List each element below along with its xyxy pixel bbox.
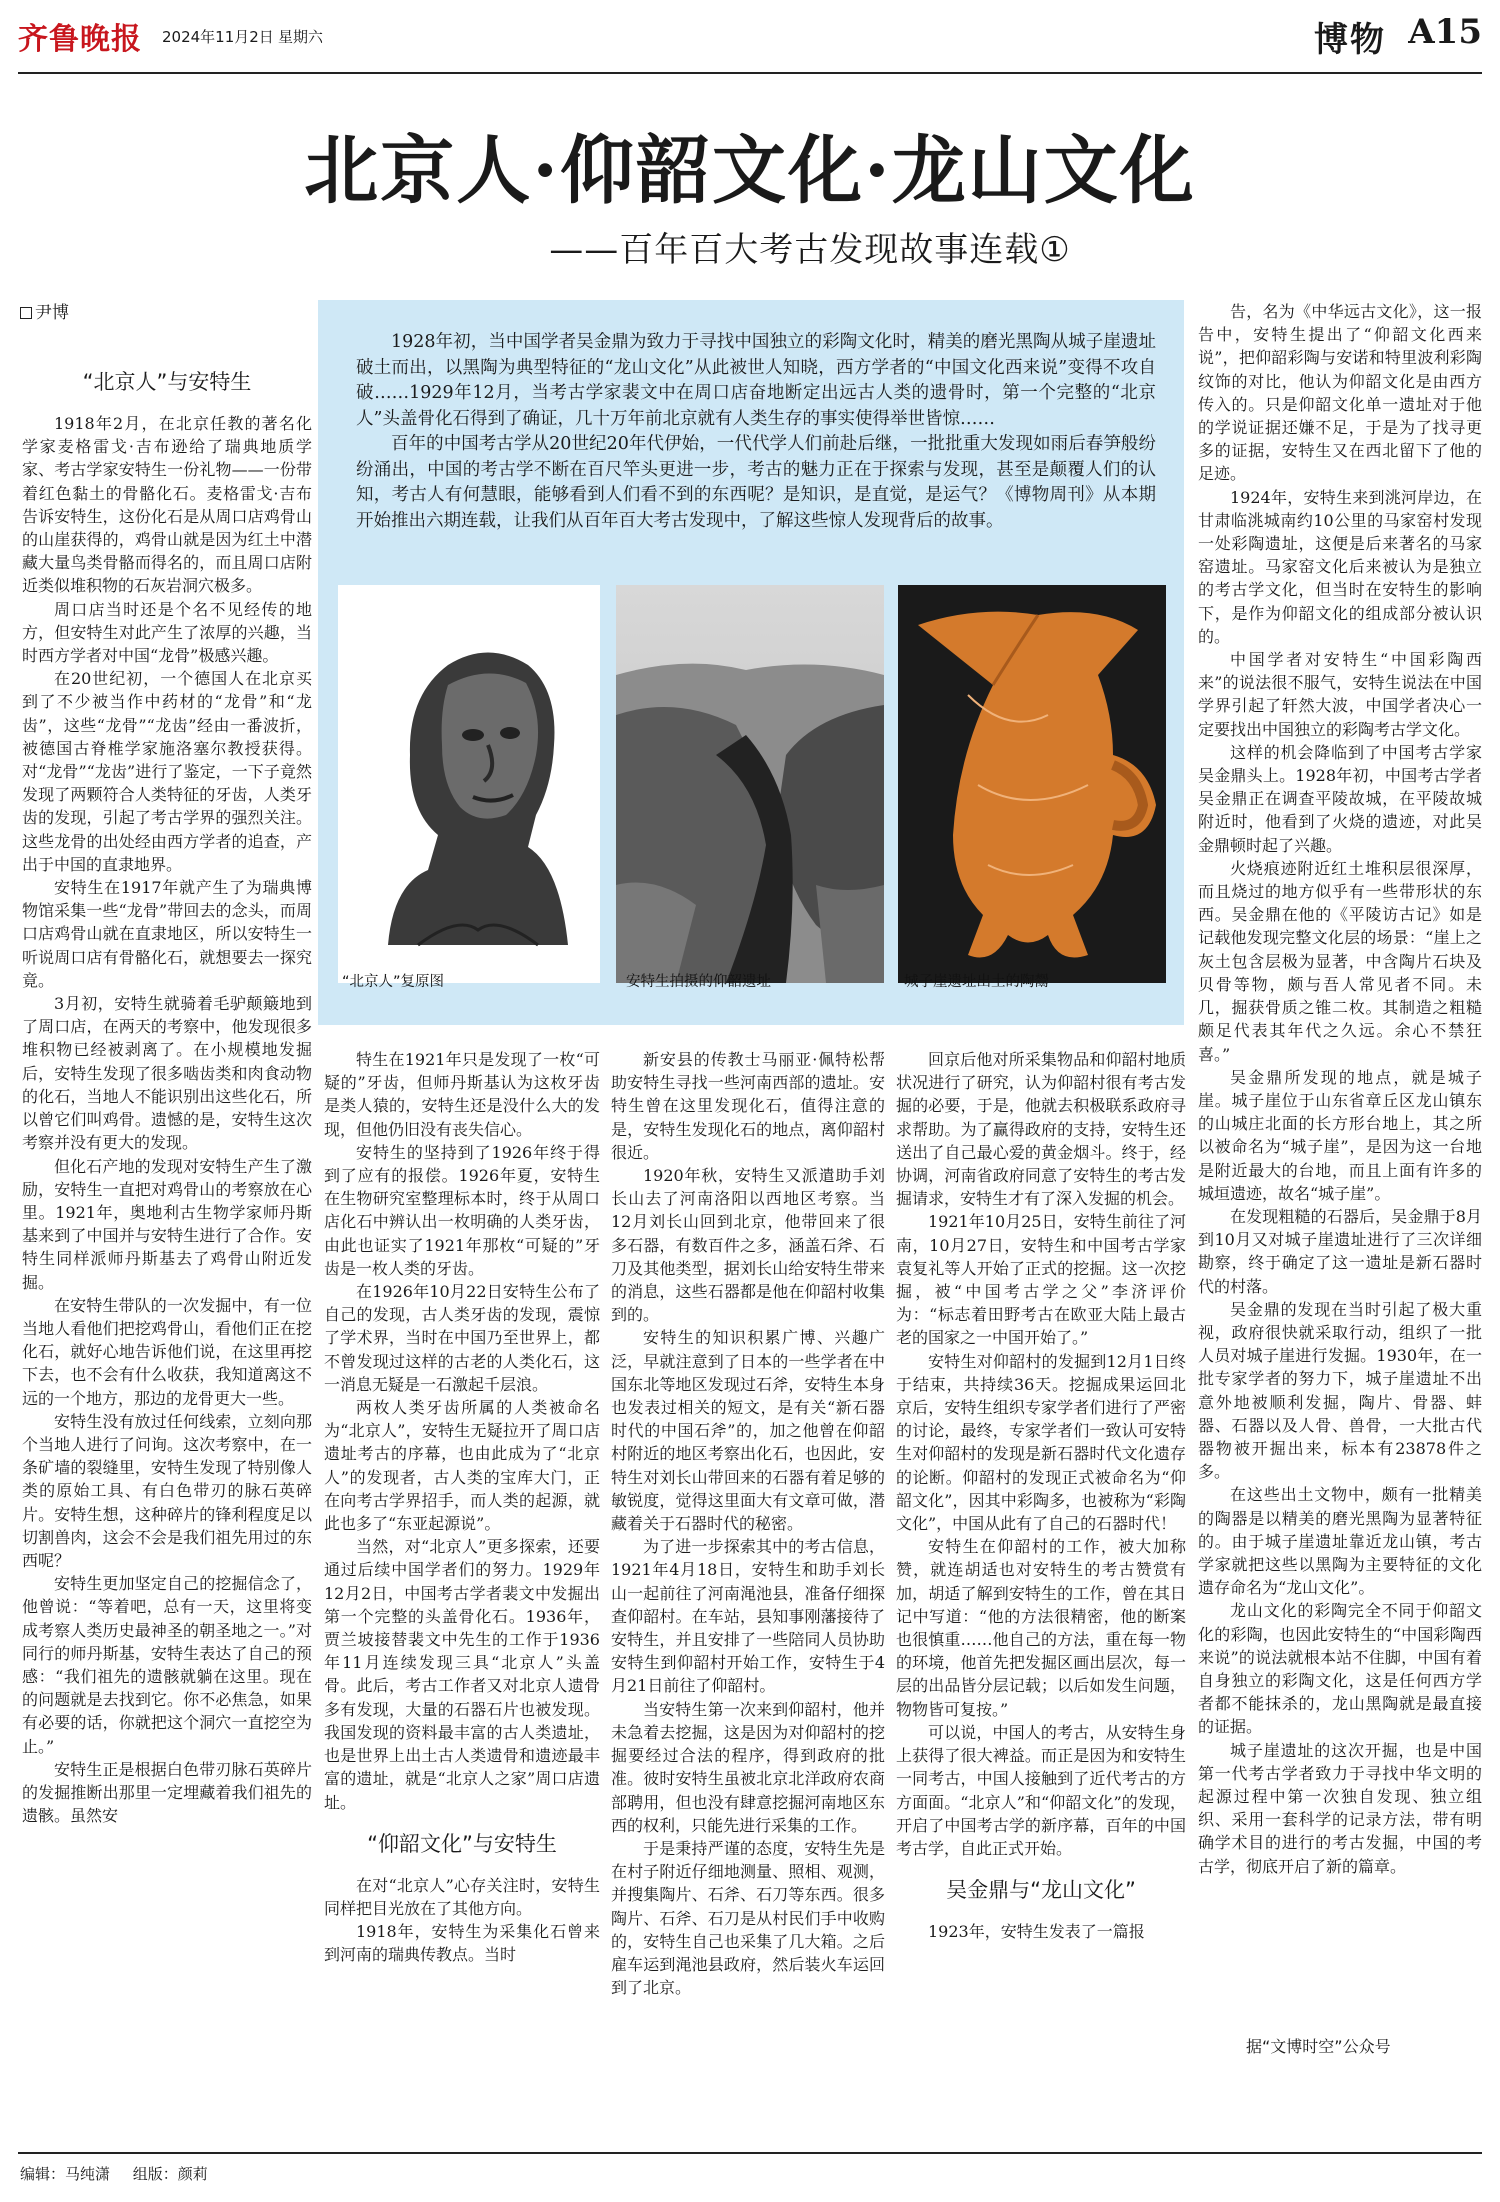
paragraph: 在对“北京人”心存关注时，安特生同样把目光放在了其他方向。 bbox=[324, 1875, 600, 1918]
paragraph: 吴金鼎的发现在当时引起了极大重视，政府很快就采取行动，组织了一批人员对城子崖进行发掘。1930年，在一批专家学者的努力下，城子崖遗址不出意外地被顺利发掘，陶片、骨器、蚌器、石器以及人骨、兽骨，一大批古代器物被开掘出来，标本有23878件之多。 bbox=[1198, 1299, 1482, 1482]
paragraph: 安特生在1917年就产生了为瑞典博物馆采集一些“龙骨”带回去的念头，而周口店鸡骨山就在直隶地区，所以安特生一听说周口店有骨骼化石，就想要去一探究竟。 bbox=[22, 878, 312, 990]
lead-paragraph: 百年的中国考古学从20世纪20年代伊始，一代代学人们前赴后继，一批批重大发现如雨后春笋般纷纷涌出，中国的考古学不断在百尺竿头更进一步，考古的魅力正在于探索与发现，甚至是颠覆人们的认知，考古人有何慧眼，能够看到人们看不到的东西呢？是知识，是直觉，是运气？《博物周刊》从本期开始推出六期连载，让我们从百年百大考古发现中，了解这些惊人发现背后的故事。 bbox=[356, 434, 1156, 531]
photo-yangshao-site bbox=[616, 585, 884, 983]
paragraph: 新安县的传教士马丽亚·佩特松帮助安特生寻找一些河南西部的遗址。安特生曾在这里发现化石，值得注意的是，安特生发现化石的地点，离仰韶村很近。 bbox=[611, 1050, 885, 1162]
paragraph: 3月初，安特生就骑着毛驴颠簸地到了周口店，在两天的考察中，他发现很多堆积物已经被剥离了。在小规模地发掘后，安特生发现了很多啮齿类和肉食动物的化石，当地人不能识别出这些化石，所以曾它们叫鸡骨。遗憾的是，安特生这次考察并没有更大的发现。 bbox=[22, 994, 312, 1153]
photo-caption: 城子崖遗址出土的陶鬶 bbox=[904, 974, 1049, 990]
paragraph: 龙山文化的彩陶完全不同于仰韶文化的彩陶，也因此安特生的“中国彩陶西来说”的说法就根本站不住脚，中国有着自身独立的彩陶文化，这是任何西方学者都不能抹杀的，龙山黑陶就是最直接的证据。 bbox=[1198, 1601, 1482, 1737]
paragraph: 安特生在仰韶村的工作，被大加称赞，就连胡适也对安特生的考古赞赏有加，胡适了解到安特生的工作，曾在其日记中写道：“他的方法很精密，他的断案也很慎重……他自己的方法，重在每一物的环境，他首先把发掘区画出层次，每一层的出品皆分层记载；以后如发生问题，物物皆可复按。” bbox=[896, 1537, 1186, 1719]
paragraph: 两枚人类牙齿所属的人类被命名为“北京人”，安特生无疑拉开了周口店遗址考古的序幕，也由此成为了“北京人”的发现者，古人类的宝库大门，正在向考古学界招手，而人类的起源，就此也多了“东亚起源说”。 bbox=[324, 1398, 600, 1534]
text-column-5 bbox=[1198, 300, 1482, 2062]
paragraph: 为了进一步探索其中的考古信息，1921年4月18日，安特生和助手刘长山一起前往了河南渑池县，准备仔细探查仰韶村。在车站，县知事刚藩接待了安特生，并且安排了一些陪同人员协助安特生到仰韶村开始工作，安特生于4月21日前往了仰韶村。 bbox=[611, 1537, 885, 1696]
paragraph: 但化石产地的发现对安特生产生了激励，安特生一直把对鸡骨山的考察放在心里。1921年，奥地利古生物学家师丹斯基来到了中国并与安特生进行了合作。安特生同样派师丹斯基去了鸡骨山附近发掘。 bbox=[22, 1156, 312, 1292]
paragraph: 安特生的坚持到了1926年终于得到了应有的报偿。1926年夏，安特生在生物研究室整理标本时，终于从周口店化石中辨认出一枚明确的人类牙齿，由此也证实了1921年那枚“可疑的”牙齿是一枚人类的牙齿。 bbox=[324, 1142, 600, 1278]
paragraph: 回京后他对所采集物品和仰韶村地质状况进行了研究，认为仰韶村很有考古发掘的必要，于是，他就去积极联系政府寻求帮助。为了赢得政府的支持，安特生还送出了自己最心爱的黄金烟斗。终于，经协调，河南省政府同意了安特生的考古发掘请求，安特生才有了深入发掘的机会。 bbox=[896, 1050, 1186, 1209]
paragraph: 可以说，中国人的考古，从安特生身上获得了很大裨益。而正是因为和安特生一同考古，中国人接触到了近代考古的方方面面。“北京人”和“仰韶文化”的发现，开启了中国考古学的新序幕，百年的中国考古学，自此正式开始。 bbox=[896, 1722, 1186, 1858]
paragraph: 中国学者对安特生“中国彩陶西来”的说法很不服气，安特生说法在中国学界引起了轩然大波，中国学者决心一定要找出中国独立的彩陶考古学文化。 bbox=[1198, 650, 1482, 739]
photo-caption: 安特生拍摄的仰韶遗址 bbox=[626, 974, 771, 990]
issue-weekday: 星期六 bbox=[278, 28, 324, 46]
photo-pottery-gui bbox=[898, 585, 1166, 983]
layout-credit: 组版：颜莉 bbox=[132, 2165, 208, 2183]
paragraph: 吴金鼎所发现的地点，就是城子崖。城子崖位于山东省章丘区龙山镇东的山城庄北面的长方形台地上，其之所以被命名为“城子崖”，是因为这一台地是附近最大的台地，而且上面有许多的城垣遗迹，故名“城子崖”。 bbox=[1198, 1067, 1482, 1203]
paragraph: 在1926年10月22日安特生公布了自己的发现，古人类牙齿的发现，震惊了学术界，当时在中国乃至世界上，都不曾发现过这样的古老的人类化石，这一消息无疑是一石激起千层浪。 bbox=[324, 1282, 600, 1394]
text-column-3 bbox=[611, 1048, 885, 2066]
page-footer bbox=[20, 2163, 226, 2184]
header-rule bbox=[18, 72, 1482, 74]
paragraph: 这样的机会降临到了中国考古学家吴金鼎头上。1928年初，中国考古学者吴金鼎正在调查平陵故城，在平陵故城附近时，他看到了火烧的遗迹，对此吴金鼎顿时起了兴趣。 bbox=[1198, 742, 1482, 855]
text-column-2 bbox=[324, 1048, 600, 2066]
landscape-illustration bbox=[616, 585, 884, 983]
paragraph: 告，名为《中华远古文化》，这一报告中，安特生提出了“仰韶文化西来说”，把仰韶彩陶与安诺和特里波利彩陶纹饰的对比，他认为仰韶文化是由西方传入的。只是仰韶文化单一遗址对于他的学说证据还嫌不足，于是为了找寻更多的证据，安特生又在西北留下了他的足迹。 bbox=[1198, 302, 1482, 484]
paragraph: 当安特生第一次来到仰韶村，他并未急着去挖掘，这是因为对仰韶村的挖掘要经过合法的程序，得到政府的批准。彼时安特生虽被北京北洋政府农商部聘用，但也没有肆意挖掘河南地区东西的权利，只能先进行采集的工作。 bbox=[611, 1699, 885, 1835]
paragraph: 火烧痕迹附近红土堆积层很深厚，而且烧过的地方似乎有一些带形状的东西。吴金鼎在他的《平陵访古记》如是记载他发现完整文化层的场景：“崖上之灰土包含层极为显著，中含陶片石块及贝骨等物，颇与吾人常见者不同。未几，掘获骨质之锥二枚。其制造之粗糙颇足代表其年代之久远。余心不禁狂喜。” bbox=[1198, 858, 1482, 1064]
lead-paragraph: 1928年初，当中国学者吴金鼎为致力于寻找中国独立的彩陶文化时，精美的磨光黑陶从城子崖遗址破土而出，以黑陶为典型特征的“龙山文化”从此被世人知晓，西方学者的“中国文化西来说”变得不攻自破……1929年12月，当考古学家裴文中在周口店奋地断定出远古人类的遗骨时，第一个完整的“北京人”头盖骨化石得到了确证，几十万年前北京就有人类生存的事实使得举世皆惊…… bbox=[356, 332, 1156, 429]
editor-credit: 编辑：马纯潇 bbox=[20, 2165, 111, 2183]
byline bbox=[20, 298, 69, 323]
paragraph: 特生在1921年只是发现了一枚“可疑的”牙齿，但师丹斯基认为这枚牙齿是类人猿的，安特生还是没什么大的发现，但他仍旧没有丧失信心。 bbox=[324, 1050, 600, 1139]
paragraph: 城子崖遗址的这次开掘，也是中国第一代考古学者致力于寻找中华文明的起源过程中第一次独自发现、独立组织、采用一套科学的记录方法，带有明确学术目的进行的考古发掘，中国的考古学，彻底开启了新的篇章。 bbox=[1198, 1740, 1482, 1876]
paragraph: 安特生对仰韶村的发掘到12月1日终于结束，共持续36天。挖掘成果运回北京后，安特生组织专家学者们进行了严密的讨论，最终，专家学者们一致认可安特生对仰韶村的发现是新石器时代文化遗存的论断。仰韶村的发现正式被命名为“仰韶文化”，因其中彩陶多，也被称为“彩陶文化”，中国从此有了自己的石器时代！ bbox=[896, 1351, 1186, 1534]
paragraph: 在这些出土文物中，颇有一批精美的陶器是以精美的磨光黑陶为显著特征的。由于城子崖遗址靠近龙山镇，考古学家就把这些以黑陶为主要特征的文化遗存命名为“龙山文化”。 bbox=[1198, 1485, 1482, 1598]
section-name: 博物 bbox=[1314, 20, 1386, 60]
text-column-4 bbox=[896, 1048, 1186, 2066]
section-heading-peking-man: “北京人”与安特生 bbox=[82, 370, 252, 394]
paragraph: 1918年2月，在北京任教的著名化学家麦格雷戈·吉布逊给了瑞典地质学家、考古学家安特生一份礼物——一份带着红色黏土的骨骼化石。麦格雷戈·吉布告诉安特生，这份化石是从周口店鸡骨山的山崖获得的，鸡骨山就是因为红土中潜藏大量鸟类骨骼而得名的，而且周口店附近类似堆积物的石灰岩洞穴极多。 bbox=[22, 414, 312, 596]
paragraph: 1921年10月25日，安特生前往了河南，10月27日，安特生和中国考古学家袁复礼等人开始了正式的挖掘。这一次挖掘，被“中国考古学之父”李济评价为：“标志着田野考古在欧亚大陆上最古老的国家之一中国开始了。” bbox=[896, 1212, 1186, 1348]
paragraph: 在安特生带队的一次发掘中，有一位当地人看他们把挖鸡骨山，看他们正在挖化石，就好心地告诉他们说，在这里再挖下去，也不会有什么收获，我知道离这不远的一个地方，那边的龙骨更大一些。 bbox=[22, 1295, 312, 1408]
byline-box-icon bbox=[20, 307, 32, 319]
paragraph: 于是秉持严谨的态度，安特生先是在村子附近仔细地测量、照相、观测，并搜集陶片、石斧、石刀等东西。很多陶片、石斧、石刀是从村民们手中收购的，安特生自己也采集了几大箱。之后雇车运到渑池县政府，然后装火车运回到了北京。 bbox=[611, 1838, 885, 1998]
paragraph: 1920年秋，安特生又派遣助手刘长山去了河南洛阳以西地区考察。当12月刘长山回到北京，他带回来了很多石器，有数百件之多，涵盖石斧、石刀及其他类型，据刘长山给安特生带来的消息，这些石器都是他在仰韶村收集到的。 bbox=[611, 1166, 885, 1325]
paragraph: 在20世纪初，一个德国人在北京买到了不少被当作中药材的“龙骨”和“龙齿”，这些“龙骨”“龙齿”经由一番波折，被德国古脊椎学家施洛塞尔教授获得。对“龙骨”“龙齿”进行了鉴定，一下子竟然发现了两颗符合人类特征的牙齿，人类牙齿的发现，引起了考古学界的强烈关注。这些龙骨的出处经由西方学者的追查，产出于中国的直隶地界。 bbox=[22, 669, 312, 874]
paragraph: 安特生的知识积累广博、兴趣广泛，早就注意到了日本的一些学者在中国东北等地区发现过石斧，安特生本身也发表过相关的短文，是有关“新石器时代的中国石斧”的，加之他曾在仰韶村附近的地区考察出化石，也因此，安特生对刘长山带回来的石器有着足够的敏锐度，觉得这里面大有文章可做，潜藏着关于石器时代的秘密。 bbox=[611, 1328, 885, 1534]
paragraph: 1918年，安特生为采集化石曾来到河南的瑞典传教点。当时 bbox=[324, 1922, 600, 1965]
source-credit: 据“文博时空”公众号 bbox=[1246, 2037, 1391, 2056]
page-code: A15 bbox=[1408, 12, 1482, 52]
photo-peking-man-bust bbox=[338, 585, 600, 983]
author-name: 尹博 bbox=[35, 303, 69, 323]
newspaper-masthead: 齐鲁晚报 bbox=[18, 22, 142, 57]
text-column-1 bbox=[22, 366, 312, 2060]
paragraph: 安特生没有放过任何线索，立刻向那个当地人进行了问询。这次考察中，在一条矿墙的裂缝里，安特生发现了特别像人类的原始工具、有白色带刃的脉石英碎片。安特生想，这种碎片的锋利程度足以切割兽肉，这会不会是我们祖先用过的东西呢？ bbox=[22, 1411, 312, 1570]
photo-caption: “北京人”复原图 bbox=[342, 974, 445, 990]
article-headline: 北京人·仰韶文化·龙山文化 bbox=[304, 128, 1196, 214]
footer-rule bbox=[18, 2152, 1482, 2154]
section-heading-yangshao: “仰韶文化”与安特生 bbox=[367, 1831, 557, 1856]
paragraph: 在发现粗糙的石器后，吴金鼎于8月到10月又对城子崖遗址进行了三次详细勘察，终于确定了这一遗址是新石器时代的村落。 bbox=[1198, 1206, 1482, 1296]
article-subtitle: ——百年百大考古发现故事连载① bbox=[549, 230, 1071, 270]
page-header bbox=[18, 8, 1482, 64]
paragraph: 安特生更加坚定自己的挖掘信念了，他曾说：“等着吧，总有一天，这里将变成考察人类历史最神圣的朝圣地之一。”对同行的师丹斯基，安特生表达了自己的预感：“我们祖先的遗骸就躺在这里。现在的问题就是去找到它。你不必焦急，如果有必要的话，你就把这个洞穴一直挖空为止。” bbox=[22, 1574, 312, 1756]
lead-panel bbox=[318, 300, 1184, 1025]
bust-illustration bbox=[338, 585, 600, 983]
issue-date: 2024年11月2日 bbox=[162, 28, 274, 46]
paragraph: 周口店当时还是个名不见经传的地方，但安特生对此产生了浓厚的兴趣，当时西方学者对中国“龙骨”极感兴趣。 bbox=[22, 599, 312, 666]
section-heading-longshan: 吴金鼎与“龙山文化” bbox=[946, 1878, 1136, 1903]
paragraph: 1924年，安特生来到洮河岸边，在甘肃临洮城南约10公里的马家窑村发现一处彩陶遗址，这便是后来著名的马家窑遗址。马家窑文化后来被认为是独立的考古学文化，但当时在安特生的影响下，是作为仰韶文化的组成部分被认识的。 bbox=[1198, 487, 1482, 646]
pottery-illustration bbox=[898, 585, 1166, 983]
paragraph: 安特生正是根据白色带刃脉石英碎片的发掘推断出那里一定埋藏着我们祖先的遗骸。虽然安 bbox=[22, 1759, 312, 1826]
lead-text bbox=[356, 330, 1156, 534]
paragraph: 当然，对“北京人”更多探索，还要通过后续中国学者们的努力。1929年12月2日，中国考古学者裴文中发掘出第一个完整的头盖骨化石。1936年，贾兰坡接替裴文中先生的工作于1936年11月连续发现三具“北京人”头盖骨。此后，考古工作者又对北京人遗骨多有发现，大量的石器石片也被发现。我国发现的资料最丰富的古人类遗址，也是世界上出土古人类遗骨和遗迹最丰富的遗址，就是“北京人之家”周口店遗址。 bbox=[324, 1537, 600, 1812]
paragraph: 1923年，安特生发表了一篇报 bbox=[928, 1922, 1145, 1942]
